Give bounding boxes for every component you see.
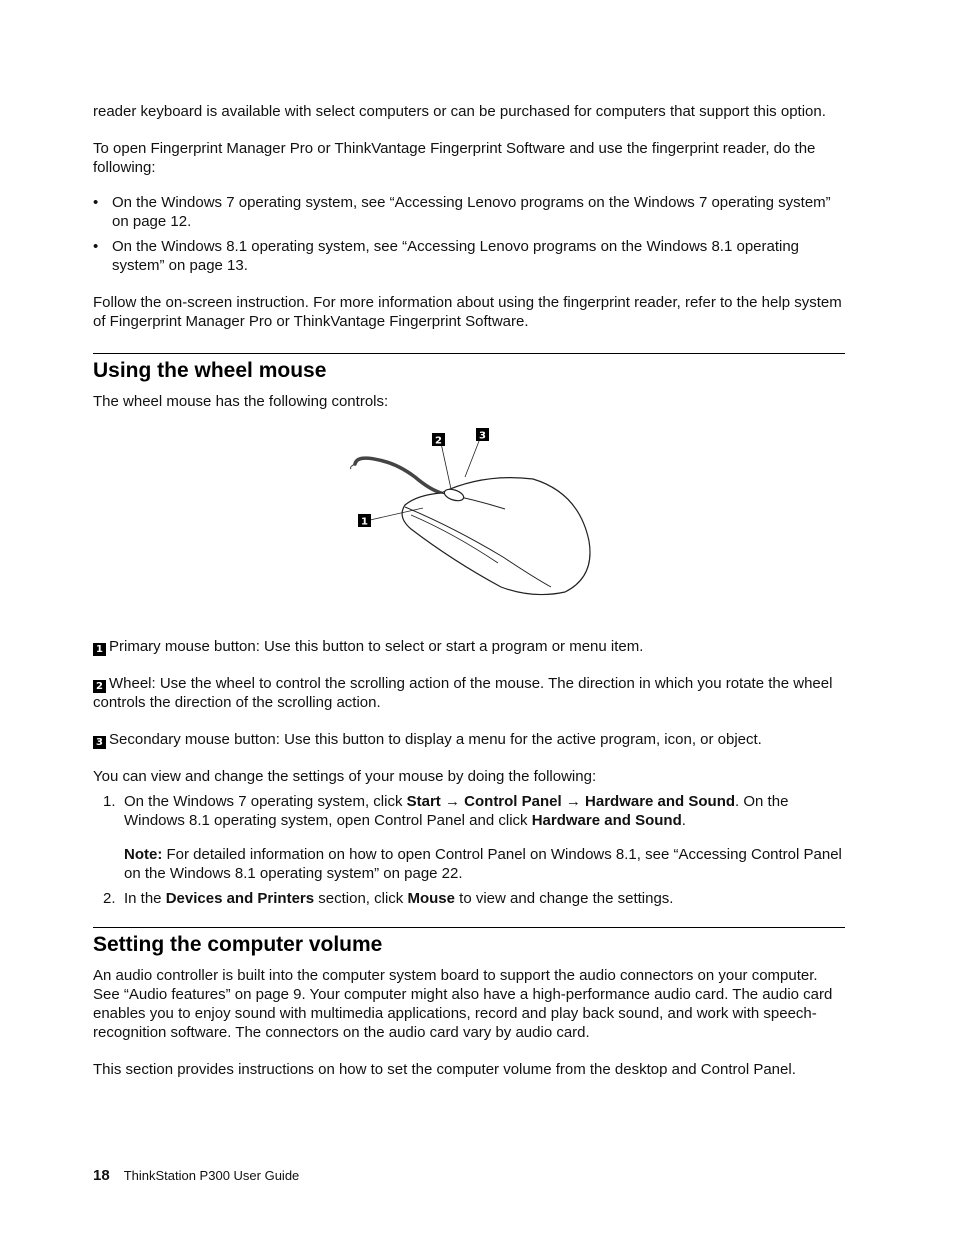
callout-badge: 1 bbox=[93, 643, 106, 656]
callout-3-label: 3 bbox=[479, 430, 486, 442]
control-description-primary-button bbox=[93, 637, 845, 656]
control-description-text: Primary mouse button: Use this button to select or start a program or menu item. bbox=[109, 638, 644, 655]
intro-paragraph-1: reader keyboard is available with select computers or can be purchased for computers that support this option. bbox=[93, 103, 826, 120]
control-description-wheel bbox=[93, 674, 845, 712]
note bbox=[124, 845, 845, 883]
wheel-mouse-figure bbox=[93, 417, 845, 617]
section-heading-wheel-mouse: Using the wheel mouse bbox=[93, 359, 327, 382]
section-divider bbox=[93, 353, 845, 354]
step-text: section, click bbox=[314, 890, 408, 907]
step-text: to view and change the settings. bbox=[455, 890, 674, 907]
section-heading-computer-volume: Setting the computer volume bbox=[93, 933, 383, 956]
wheel-mouse-illustration bbox=[93, 417, 845, 617]
mouse-body bbox=[402, 478, 590, 595]
wheel-mouse-intro: The wheel mouse has the following controls: bbox=[93, 393, 389, 410]
note-label: Note: bbox=[124, 846, 163, 863]
intro-paragraph-3: Follow the on-screen instruction. For more information about using the fingerprint reader, refer to the help system of Fingerprint Manager Pro or ThinkVantage Fingerprint Software. bbox=[93, 294, 842, 330]
step-number: 2. bbox=[103, 890, 116, 907]
hardware-and-sound-label: Hardware and Sound bbox=[531, 812, 682, 829]
document-title: ThinkStation P300 User Guide bbox=[123, 1168, 300, 1183]
control-description-text: Secondary mouse button: Use this button to display a menu for the active program, icon, or object. bbox=[109, 731, 762, 748]
callout-2-label: 2 bbox=[435, 435, 442, 447]
volume-paragraph-1: An audio controller is built into the computer system board to support the audio connectors on your computer. See “Audio features” on page 9. Your computer might also have a high-performance audio card. The audio card enables you to enjoy sound with multimedia applications, record and play back sound, and work with speech-recognition software. The connectors on the audio card vary by audio card. bbox=[93, 967, 833, 1041]
fingerprint-bullet-list bbox=[93, 193, 845, 275]
hardware-and-sound-label: Hardware and Sound bbox=[585, 793, 736, 810]
mouse-cable bbox=[355, 458, 441, 493]
step-text: . bbox=[681, 812, 686, 829]
callout-badge: 2 bbox=[93, 680, 106, 693]
step-number: 1. bbox=[103, 793, 116, 810]
list-item: • On the Windows 8.1 operating system, see “Accessing Lenovo programs on the Windows 8.1 operating system” on page 13. bbox=[93, 237, 845, 275]
page-footer bbox=[93, 1166, 299, 1185]
page-content bbox=[93, 102, 845, 1097]
list-item: • On the Windows 7 operating system, see “Accessing Lenovo programs on the Windows 7 operating system” on page 12. bbox=[93, 193, 845, 231]
step-text: In the bbox=[124, 890, 166, 907]
control-description-text: Wheel: Use the wheel to control the scrolling action of the mouse. The direction in which you rotate the wheel controls the direction of the scrolling action. bbox=[93, 675, 833, 711]
mouse-settings-intro: You can view and change the settings of your mouse by doing the following: bbox=[93, 768, 597, 785]
volume-paragraph-2: This section provides instructions on how to set the computer volume from the desktop and Control Panel. bbox=[93, 1061, 796, 1078]
list-item bbox=[93, 889, 845, 908]
mouse-settings-steps bbox=[93, 792, 845, 908]
devices-and-printers-label: Devices and Printers bbox=[165, 890, 315, 907]
callout-badge: 3 bbox=[93, 736, 106, 749]
page-number: 18 bbox=[93, 1167, 110, 1184]
note-text: For detailed information on how to open Control Panel on Windows 8.1, see “Accessing Control Panel on the Windows 8.1 operating system” on page 22. bbox=[124, 846, 842, 882]
arrow-right-icon: → bbox=[561, 793, 586, 810]
mouse-label: Mouse bbox=[407, 890, 455, 907]
control-panel-label: Control Panel bbox=[464, 793, 562, 810]
intro-paragraph-2: To open Fingerprint Manager Pro or ThinkVantage Fingerprint Software and use the fingerprint reader, do the following: bbox=[93, 140, 816, 176]
step-text: . On the Windows 8.1 operating system, open Control Panel and click bbox=[124, 793, 789, 829]
section-divider bbox=[93, 927, 845, 928]
step-text: On the Windows 7 operating system, click bbox=[124, 793, 407, 810]
callout-1-label: 1 bbox=[361, 516, 368, 528]
arrow-right-icon: → bbox=[440, 793, 465, 810]
list-item bbox=[93, 792, 845, 883]
control-description-secondary-button bbox=[93, 730, 845, 749]
start-label: Start bbox=[406, 793, 441, 810]
